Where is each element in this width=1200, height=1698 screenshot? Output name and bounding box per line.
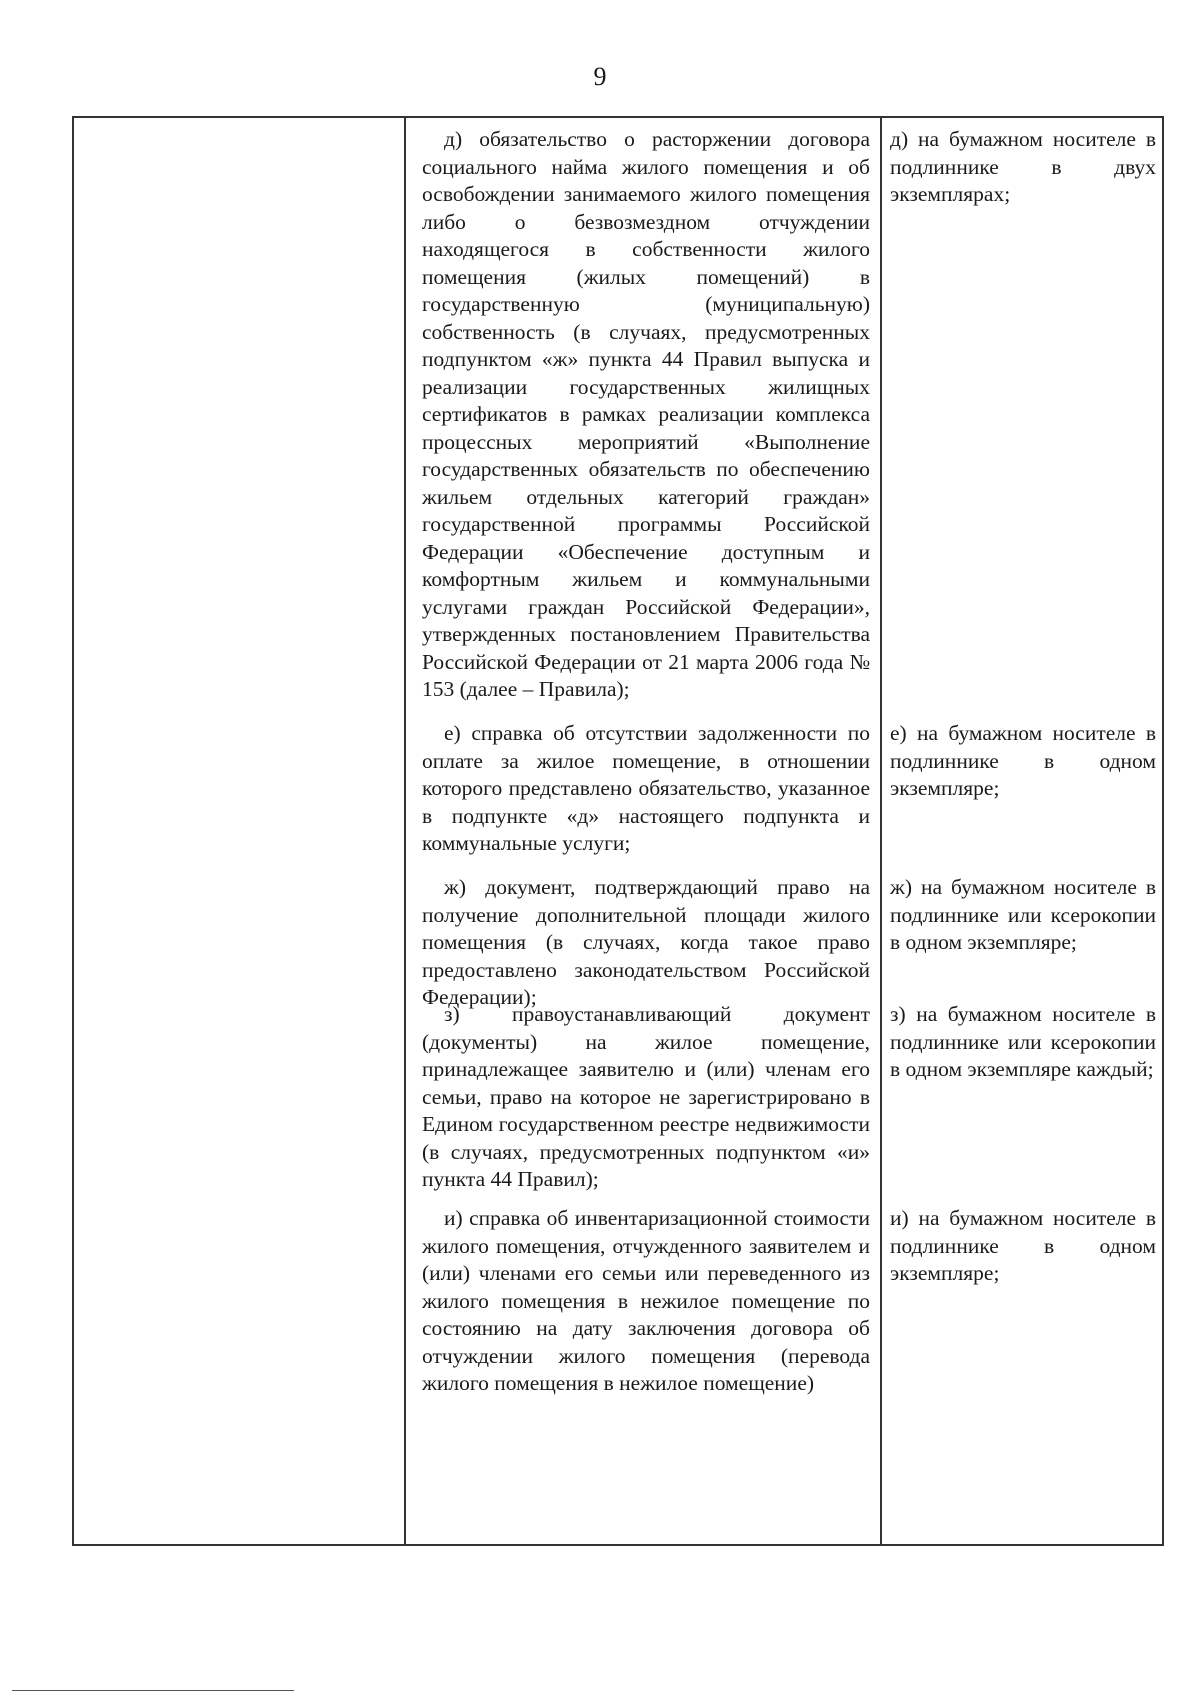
document-item-e: е) справка об отсутствии задолженности по оплате за жилое помещение, в отношении которого представлено обязательство, указанное в подпункте «д» настоящего подпункта и коммунальные услуги; [422, 721, 870, 855]
document-item-z: з) правоустанавливающий документ (документы) на жилое помещение, принадлежащее заявителю и (или) членам его семьи, право на которое не зарегистрировано в Едином государственном реестре недвижимости (в случаях, предусмотренных подпунктом «и» пункта 44 Правил); [422, 1002, 870, 1191]
form-item-zh: ж) на бумажном носителе в подлиннике или ксерокопии в одном экземпляре; [890, 875, 1156, 954]
documents-column [422, 126, 870, 1398]
form-item-d: д) на бумажном носителе в подлиннике в двух экземплярах; [890, 127, 1156, 206]
form-item-z: з) на бумажном носителе в подлиннике или ксерокопии в одном экземпляре каждый; [890, 1002, 1156, 1081]
column-divider-left [404, 118, 406, 1544]
document-item-i: и) справка об инвентаризационной стоимости жилого помещения, отчужденного заявителем и (или) членами его семьи или переведенного из жилого помещения в нежилое помещение по состоянию на дату заключения договора об отчуждении жилого помещения (перевода жилого помещения в нежилое помещение) [422, 1206, 870, 1395]
column-divider-right [880, 118, 882, 1544]
footnote-rule [12, 1690, 294, 1691]
page-number: 9 [593, 62, 607, 91]
form-item-i: и) на бумажном носителе в подлиннике в одном экземпляре; [890, 1206, 1156, 1285]
document-item-d: д) обязательство о расторжении договора социального найма жилого помещения и об освобождении занимаемого жилого помещения либо о безвозмездном отчуждении находящегося в собственности жилого помещения (жилых помещений) в государственную (муниципальную) собственность (в случаях, предусмотренных подпунктом «ж» пункта 44 Правил выпуска и реализации государственных жилищных сертификатов в рамках реализации комплекса процессных мероприятий «Выполнение государственных обязательств по обеспечению жильем отдельных категорий граждан» государственной программы Российской Федерации «Обеспечение доступным и комфортным жильем и коммунальными услугами граждан Российской Федерации», утвержденных постановлением Правительства Российской Федерации от 21 марта 2006 года № 153 (далее – Правила); [422, 127, 870, 701]
form-item-e: е) на бумажном носителе в подлиннике в одном экземпляре; [890, 721, 1156, 800]
document-item-zh: ж) документ, подтверждающий право на получение дополнительной площади жилого помещения (в случаях, когда такое право предоставлено законодательством Российской Федерации); [422, 875, 870, 1009]
documents-table [72, 116, 1164, 1546]
